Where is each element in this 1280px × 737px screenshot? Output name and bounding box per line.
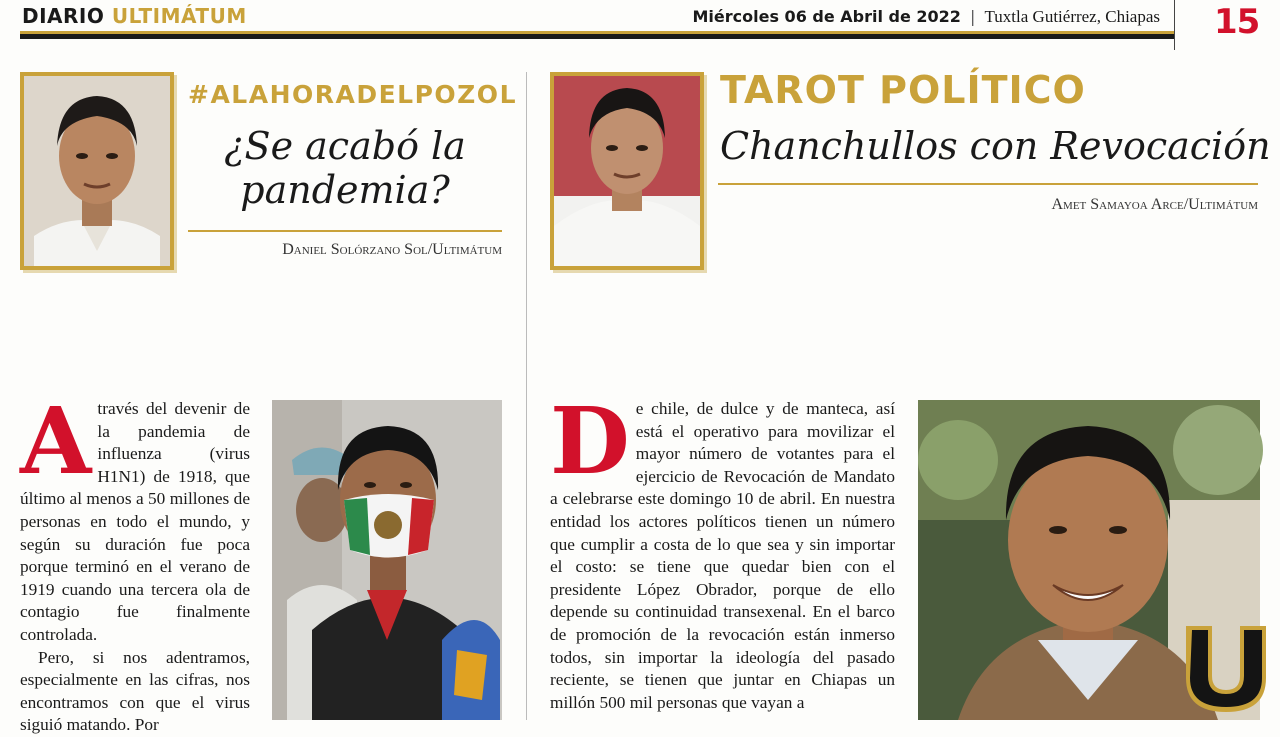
left-columnist-portrait [20,72,174,270]
dateline [693,7,1161,27]
left-byline: Daniel Solórzano Sol/Ultimátum [282,241,502,258]
left-dropcap: A [20,387,92,495]
page-number: 15 [1214,2,1260,42]
brand-ultimatum: ULTIMÁTUM [111,4,247,28]
masthead-black-rule [20,34,1174,39]
ultimatum-logo-icon [1182,624,1270,714]
right-byline: Amet Samayoa Arce/Ultimátum [1051,196,1258,213]
dateline-separator: | [970,7,976,26]
masthead [20,0,1174,40]
left-paragraph-1 [20,387,250,647]
left-paragraph-2: Pero, si nos adentramos, especialmente en las cifras, nos encontramos con que el virus siguió matando. Por [20,647,250,735]
page-number-divider [1174,0,1175,50]
left-headline-line2: pandemia? [240,168,450,212]
column-divider [526,72,527,720]
issue-date: Miércoles 06 de Abril de 2022 [692,7,961,26]
left-paragraph-1-text: través del devenir de la pandemia de influenza (virus H1N1) de 1918, que último al menos a 50 millones de personas en todo el mundo, y según su duración fue poca porque terminó en el verano de 1919 cuando una tercera ola de contagio fue finalmente controlada. [20,399,250,644]
right-article-body [550,387,895,714]
right-dropcap: D [550,387,630,495]
right-portrait-image [554,76,700,266]
right-paragraph-1-text: e chile, de dulce y de manteca, así está el operativo para movilizar el mayor número de votantes para el ejercicio de Revocación de Mandato a celebrarse este domingo 10 de abril. En nuestra entidad los actores políticos tienen un número que cumplir a costa de lo que sea y sin importar el costo: se tiene que quedar bien con el presidente López Obrador, porque de ello depende su continuidad transexenal. En el barco de promoción de la revocación están inmerso todos, sin importar la ideología del pasado reciente, se tienen que juntar en Chiapas un millón 500 mil personas que vayan a [550,399,895,712]
issue-place: Tuxtla Gutiérrez, Chiapas [984,7,1160,26]
left-article-body [20,387,250,737]
left-portrait-image [24,76,170,266]
left-headline-rule [188,230,502,232]
left-article-photo [272,400,502,720]
newspaper-brand[interactable] [22,4,247,28]
masked-youth-photo [272,400,502,720]
right-columnist-portrait [550,72,704,270]
right-headline[interactable]: Chanchullos con Revocación [720,124,1271,168]
right-headline-rule [718,183,1258,185]
right-column-kicker: TAROT POLÍTICO [720,68,1086,112]
left-column-kicker: #ALAHORADELPOZOL [188,80,517,109]
brand-diario: DIARIO [22,4,105,28]
left-headline-line1: ¿Se acabó la [224,124,466,168]
right-paragraph-1 [550,387,895,714]
ultimatum-logo [1182,624,1270,714]
left-headline[interactable] [190,124,500,212]
